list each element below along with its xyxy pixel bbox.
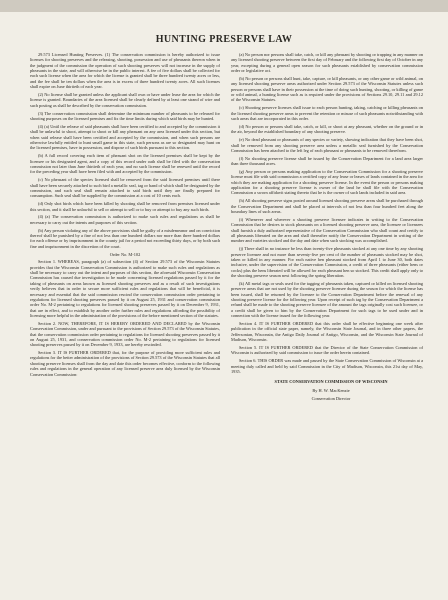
left-paragraph: (b) A full record covering each item of pheasant shot on the licensed premises shall be kept by the licensee or his designated agent, and a copy of this record under oath shall be filed with the conservation commission not later than June thirtieth of each year, and no such license shall be renewed until the record for the preceding year shall have been filed with and accepted by the commission. [30,153,220,175]
signature-agency: STATE CONSERVATION COMMISSION OF WISCONSIN [274,379,388,385]
right-paragraph: Section 4. IT IS FURTHER ORDERED that this order shall be effective beginning one week after publication in the official state paper, namely, the Wisconsin State Journal, and in three other papers, the Jeffersonian, Wisconsin, the Antigo Daily Journal of Antigo, Wisconsin, and the Wisconsin State Journal of Madison, Wisconsin. [231,321,423,343]
signature-role: Conservation Director [311,395,351,401]
signature-name: By H. W. MacKenzie [312,387,350,393]
right-paragraph: (f) No shooting preserve license shall be issued by the Conservation Department for a land area larger than three thousand acres. [231,155,423,167]
right-paragraph: (k) All metal tags or seals used for the tagging of pheasants taken, captured or killed on licensed shooting preserve areas that are not used by the shooting preserve licensee during the season for which the license has been issued, shall be returned by the licensee to the Conservation Department before the renewal of any shooting preserve license for the following year. Upon receipt of such tag by the Conservation Department a refund shall be made to the shooting preserve licensee of the amount the tags originally cost such licensee, or a credit shall be given to him by the Conservation Department for such tags to be used under and in connection with the license issued for the following year. [231,281,423,319]
order-heading: Order No. M-102 [109,252,141,258]
left-paragraph: (b) Any person violating any of the above provisions shall be guilty of a misdemeanor and on conviction thereof shall be punished by a fine of not less than one hundred dollars nor more than three hundred dollars for each offense or by imprisonment in the county jail for a period not exceeding thirty days, or by both such fine and imprisonment in the discretion of the court. [30,227,220,249]
right-paragraph: (a) No person nor persons shall take, catch, or kill any pheasant by shooting or trapping in any manner on any licensed shooting preserve between the first day of February and the following first day of October in any year, excepting during a general open season for such pheasants established by conservation commission order or legislative act. [231,52,423,74]
right-paragraph: (d) No person or persons shall take, catch, or kill, or shoot at any pheasant, whether on the ground or in the air, beyond the established boundary of any shooting preserve. [231,123,423,135]
right-paragraph: (h) All shooting preserve signs posted around licensed shooting preserve areas shall be purchased through the Conservation Department and shall be placed at intervals of not less than four hundred feet along the boundary lines of such areas. [231,198,423,215]
right-paragraph: Section 6. THIS ORDER was made and passed by the State Conservation Commission of Wisconsin at a meeting duly called and held by said Commission in the City of Madison, Wisconsin, this 21st day of May, 1935. [231,358,423,374]
page-top-edge [0,0,448,12]
left-paragraph: (2) No license shall be granted unless the applicant shall own or have under lease the area for which the license is granted. Boundaries of the area licensed shall be clearly defined by at least one strand of wire and such posting as shall be described by the conservation commission. [30,92,220,108]
left-paragraph: 29.573 Licensed Hunting Preserves. (1) The conservation commission is hereby authorized to issue licenses for shooting preserves and the releasing, shooting, possession and use of pheasants thereon when in the judgment of the commission the operation of such shooting preserves will not increase in the supply of pheasants in the state, and will otherwise be in the public interest. A fee of five dollars shall be collected for each such license when the area for which the license is granted shall be three hundred twenty acres or less, and the fee shall be ten dollars when the area is in excess of three hundred twenty acres. All such licenses shall expire on June thirtieth of each year. [30,52,220,90]
left-paragraph: (4) (a) Until the release of said pheasants shall have been certified to and accepted by the commission it shall be unlawful to shoot, attempt to shoot or kill any pheasant on any area licensed under this section, but when said release shall have been certified and accepted by the commission, and when such persons are otherwise lawfully entitled to hunt small game in this state, such persons as are so designated may hunt on the licensed premises, have in possession, and dispose of such birds pursuant to this section. [30,123,220,151]
page-title: HUNTING PRESERVE LAW [155,34,293,45]
order-paragraph: Section 1. WHEREAS, paragraph (a) of subsection (4) of Section 29.573 of the Wisconsin Statutes provides that the Wisconsin Conservation Commission is authorized to make such rules and regulations as shall be necessary to carry out the intent and purposes of this section, the aforesaid Wisconsin Conservation Commission has caused due investigation to be made concerning licensed regulations passed by it for the taking of pheasants on areas known as licensed shooting preserves and as a result of such investigations verily believes that in order to secure more sufficient rules and regulations that will be beneficial, it is necessary and essential that the said commission rescind the conservation commission order pertaining to regulations for licensed shooting preserves passed by it on August 25, 1931 and conservation commission order No. M-2 pertaining to regulations for licensed shooting preserves passed by it on December 9, 1931, that are in effect, and to establish by another order further rules and regulations affording the possibility of licensing more helpful in the administration of the provisions of the before mentioned section of the statutes. [30,259,220,318]
order-paragraph: Section 2. NOW, THEREFORE, IT IS HEREBY ORDERED AND DECLARED by the Wisconsin Conservation Commission, under and pursuant to the provisions of Section 29.573 of the Wisconsin Statutes, that the conservation commission order pertaining to regulations for licensed shooting preserves passed by it on August 25, 1931, and conservation commission order No. M-2 pertaining to regulations for licensed shooting preserves passed by it on December 9, 1933, are hereby rescinded. [30,320,220,348]
left-column [30,52,220,379]
right-paragraph: (g) Any person or persons making application to the Conservation Commission for a shooting preserve license must file with said commission a certified copy of any lease or leases of lands contained in the area for which they are making application for a shooting preserve license. In the event the person or persons making application for a shooting preserve license is owner of the land he shall file with the Conservation Commission a sworn affidavit stating thereto that he is the owner of such lands included in said area. [231,169,423,196]
left-paragraph: (d) Only shot birds which have been killed by shooting shall be removed from premises licensed under this section, and it shall be unlawful to sell or attempt to sell or to buy or attempt to buy any such birds. [30,201,220,212]
left-paragraph: (3) The conservation commission shall determine the minimum number of pheasants to be released for shooting purposes on the licensed premises and fix the time limits during which said birds may be hunted. [30,110,220,121]
right-paragraph: (e) No dead pheasant or pheasants of any species or variety, showing indication that they have been shot, shall be removed from any shooting preserve area unless a metallic seal furnished by the Conservation Commission has been attached to the left leg of each pheasant or pheasants to be removed therefrom. [231,137,423,153]
right-paragraph: (j) There shall in no instance be less than twenty-five pheasants stocked at any one time by any shooting preserve licensee and not more than seventy-five per cent of the number of pheasants stocked may be shot, taken or killed in any manner. For each native hen pheasant stocked from April 1 to June 30, both dates inclusive, under the supervision of the Conservation Commission, a credit of three pheasants (either hens or cocks) plus the hens liberated will be allowed for each pheasant hen so stocked. This credit shall apply only to the shooting preserve season next following the spring liberation. [231,246,423,279]
right-paragraph: (b) No person or persons shall hunt, take, capture, or kill pheasants, or any other game or wild animal, on any licensed shooting preserve areas authorized under Section 29.573 of the Wisconsin Statutes unless such person or persons shall have in their possession at the time of doing such hunting, shooting, or killing of game or wild animal, a hunting license such as is required under the provisions of Sections 29.10, 29.11 and 29.12 of the Wisconsin Statutes. [231,75,423,103]
right-column [231,52,423,404]
left-paragraph: (c) No pheasant of the species licensed shall be removed from the said licensed premises until there shall have been securely attached to such bird a metallic seal, tag or band of which shall be designated by the commission, and such seal shall remain attached to said birds until they are finally prepared for consumption. Such seal shall be supplied by the commission at a cost of 10 cents each. [30,177,220,199]
right-paragraph: (i) Whenever and wherever a shooting preserve licensee indicates in writing to the Conservation Commission that he desires to stock pheasants on a licensed shooting preserve area, the licensee or licensees shall furnish a duly authorized representative of the Conservation Commission who shall count and certify to all pheasants liberated on the area and shall thereafter notify the Conservation Department in writing of the number and varieties stocked and the day and date when such stocking was accomplished. [231,217,423,244]
right-paragraph: (c) Shooting preserve licenses shall issue to each person hunting, taking, catching or killing pheasants on the licensed shooting preserve areas to prevent the retention or misuse of such pheasants notwithstanding with such areas that are incorporated in this order. [231,105,423,121]
left-paragraph: (4) (a) The conservation commission is authorized to make such rules and regulations as shall be necessary to carry out the intents and purposes of this section. [30,214,220,225]
order-paragraph: Section 3. IT IS FURTHER ORDERED that, for the purpose of providing more sufficient rules and regulations for the better administration of the provisions of Section 29.573 of the Wisconsin Statutes that all shooting preserve licenses shall from the day and date this order becomes effective, conform to the following rules and regulations in the general operation of any licensed preserve area duly licensed by the Wisconsin Conservation Commission: [30,350,220,377]
right-paragraph: Section 5. IT IS FURTHER ORDERED that the Director of the State Conservation Commission of Wisconsin is authorized by said commission to issue the order herein contained. [231,344,423,356]
